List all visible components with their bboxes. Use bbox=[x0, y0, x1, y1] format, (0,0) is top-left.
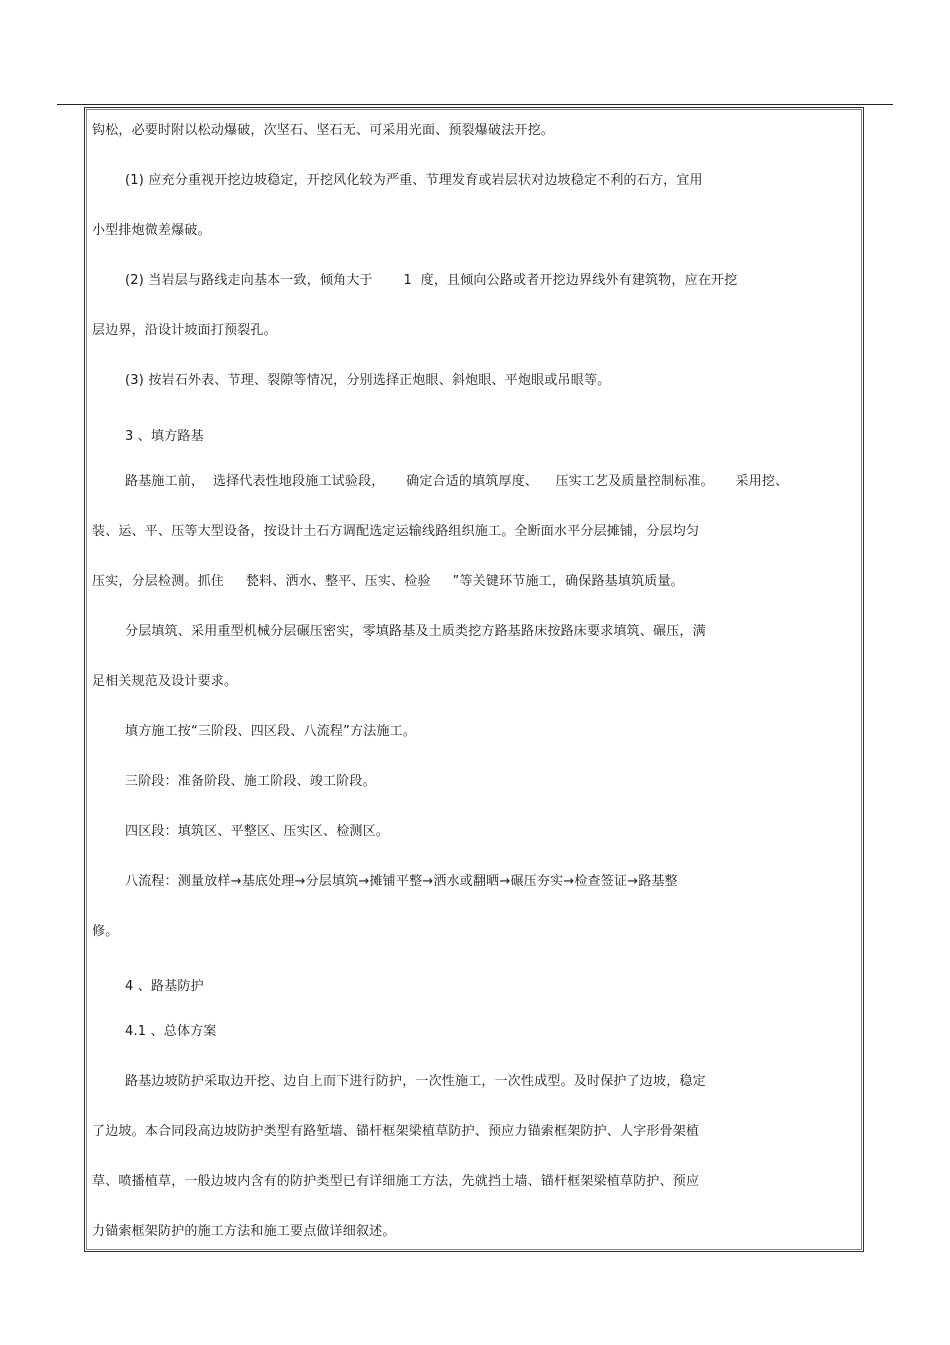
text-line: (1) 应充分重视开挖边坡稳定，开挖风化较为严重、节理发育或岩层状对边坡稳定不利的石方，宜用 bbox=[125, 173, 703, 188]
text-line: 小型排炮微差爆破。 bbox=[92, 223, 211, 238]
text-line: 分层填筑、采用重型机械分层碾压密实，零填路基及土质类挖方路基路床按路床要求填筑、碾压，满 bbox=[125, 624, 706, 639]
text-line: 力锚索框架防护的施工方法和施工要点做详细叙述。 bbox=[92, 1224, 396, 1239]
section-heading: 3 、填方路基 bbox=[125, 429, 204, 444]
header-rule bbox=[57, 104, 893, 105]
text-line: (3) 按岩石外表、节理、裂隙等情况，分别选择正炮眼、斜炮眼、平炮眼或吊眼等。 bbox=[125, 373, 611, 388]
text-line: 三阶段：准备阶段、施工阶段、竣工阶段。 bbox=[125, 774, 376, 789]
text-line: 钩松，必要时附以松动爆破，次坚石、坚石无、可采用光面、预裂爆破法开挖。 bbox=[92, 123, 555, 138]
section-heading: 4 、路基防护 bbox=[125, 979, 204, 994]
text-line: 四区段：填筑区、平整区、压实区、检测区。 bbox=[125, 824, 390, 839]
subsection-heading: 4.1 、总体方案 bbox=[125, 1024, 217, 1039]
text-line: 八流程：测量放样→基底处理→分层填筑→摊铺平整→洒水或翻晒→碾压夯实→检查签证→路基整 bbox=[125, 874, 678, 889]
text-line: 填方施工按“三阶段、四区段、八流程”方法施工。 bbox=[125, 724, 417, 739]
text-line: 路基施工前， 选择代表性地段施工试验段， 确定合适的填筑厚度、 压实工艺及质量控制标准。 采用挖、 bbox=[125, 474, 789, 489]
text-line: 修。 bbox=[92, 924, 119, 939]
text-line: 足相关规范及设计要求。 bbox=[92, 674, 238, 689]
text-line: 压实，分层检测。抓住 甃料、洒水、整平、压实、检验 ”等关键环节施工，确保路基填筑质量。 bbox=[92, 574, 684, 589]
text-line: 层边界，沿设计坡面打预裂孔。 bbox=[92, 323, 277, 338]
text-line: 了边坡。本合同段高边坡防护类型有路堑墙、锚杆框架梁植草防护、预应力锚索框架防护、人字形骨架植 bbox=[92, 1124, 700, 1139]
text-line: (2) 当岩层与路线走向基本一致，倾角大于 1 度，且倾向公路或者开挖边界线外有建筑物，应在开挖 bbox=[125, 273, 738, 288]
text-line: 草、喷播植草，一般边坡内含有的防护类型已有详细施工方法，先就挡土墙、锚杆框架梁植草防护、预应 bbox=[92, 1174, 700, 1189]
text-line: 装、运、平、压等大型设备，按设计土石方调配选定运输线路组织施工。全断面水平分层摊铺，分层均匀 bbox=[92, 524, 700, 539]
text-line: 路基边坡防护采取边开挖、边自上而下进行防护，一次性施工，一次性成型。及时保护了边坡，稳定 bbox=[125, 1074, 706, 1089]
